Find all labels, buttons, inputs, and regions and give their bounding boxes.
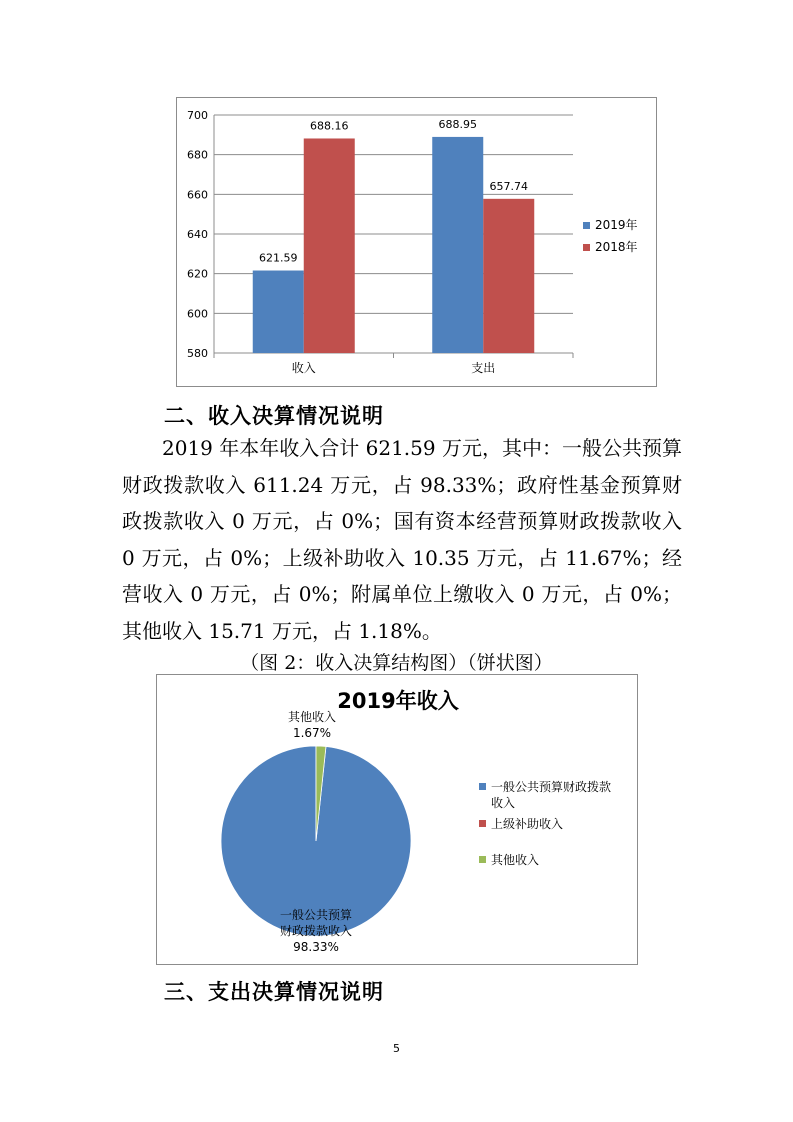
bar-2018 <box>483 199 534 353</box>
bar-data-label: 657.74 <box>489 179 528 193</box>
bar-chart <box>177 98 656 386</box>
y-tick-label: 700 <box>187 109 208 122</box>
pie-slice-label: 1.67% <box>292 726 332 740</box>
income-paragraph-text: 2019 年本年收入合计 621.59 万元，其中：一般公共预算财政拨款收入 611.24 万元，占 98.33%；政府性基金预算财政拨款收入 0 万元，占 0%；国有资本经营预算财政拨款收入 0 万元，占 0%；上级补助收入 10.35 万元，占 11.67%；经营收入 0 万元，占 0%；附属单位上缴收入 0 万元，占 0%；其他收入 15.71 万元，占 1.18%。 <box>122 436 682 643</box>
y-tick-label: 600 <box>187 307 208 321</box>
x-tick-label: 收入 <box>291 361 316 375</box>
legend-label: 一般公共预算财政拨款 <box>491 780 612 794</box>
bar-data-label: 688.16 <box>310 119 349 133</box>
y-tick-label: 620 <box>187 267 208 281</box>
legend-label: 其他收入 <box>491 853 540 867</box>
bar-2019 <box>432 137 483 353</box>
y-tick-label: 660 <box>187 188 208 202</box>
page-number: 5 <box>393 1042 400 1055</box>
pie-slice-label: 一般公共预算 <box>279 908 353 922</box>
bar-chart-frame <box>176 97 657 387</box>
legend-label: 上级补助收入 <box>491 817 564 831</box>
bar-2018 <box>304 138 355 353</box>
pie-slice-label: 其他收入 <box>287 710 337 724</box>
bar-2019 <box>253 271 304 353</box>
legend-swatch <box>479 820 486 827</box>
section-heading-expenditure: 三、支出决算情况说明 <box>164 980 384 1004</box>
figure-caption: （图 2：收入决算结构图）（饼状图） <box>240 652 553 674</box>
y-tick-label: 680 <box>187 148 208 162</box>
legend-swatch <box>479 856 486 863</box>
bar-data-label: 621.59 <box>259 251 298 265</box>
pie-title: 2019年收入 <box>337 689 459 713</box>
bar-data-label: 688.95 <box>438 117 477 131</box>
legend-swatch <box>583 244 590 251</box>
legend-label: 收入 <box>491 796 516 810</box>
legend-swatch <box>479 783 486 790</box>
section-heading-income: 二、收入决算情况说明 <box>164 404 384 428</box>
pie-chart-frame <box>156 674 638 965</box>
y-tick-label: 640 <box>187 228 208 241</box>
x-tick-label: 支出 <box>471 361 496 375</box>
income-paragraph <box>122 430 682 649</box>
legend-label: 2018年 <box>595 240 638 254</box>
pie-slice-label: 财政拨款收入 <box>279 924 353 938</box>
pie-slice-label: 98.33% <box>293 940 339 954</box>
y-tick-label: 580 <box>187 347 208 360</box>
pie-chart <box>157 675 637 964</box>
legend-label: 2019年 <box>595 218 638 232</box>
legend-swatch <box>583 222 590 229</box>
